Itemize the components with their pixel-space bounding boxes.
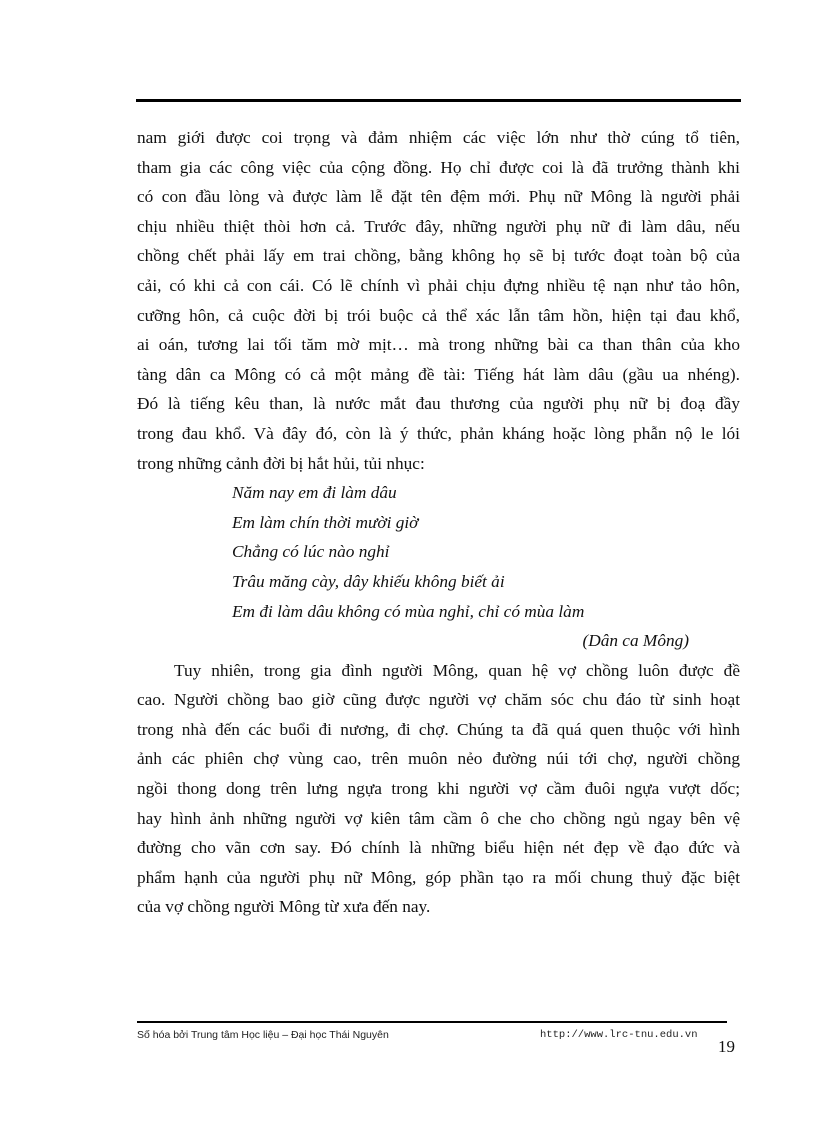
poem-line: Năm nay em đi làm dâu — [232, 483, 397, 503]
page-number: 19 — [718, 1037, 735, 1056]
poem-line: Trâu măng cày, dây khiếu không biết ải — [232, 571, 505, 591]
paragraph-line: ngồi thong dong trên lưng ngựa trong khi người vợ cầm đuôi ngựa vượt dốc; — [137, 779, 740, 799]
body-text — [137, 123, 740, 922]
header-rule — [136, 99, 741, 102]
paragraph-line: nam giới được coi trọng và đảm nhiệm các việc lớn như thờ cúng tổ tiên, — [137, 128, 740, 147]
footer-rule — [137, 1021, 727, 1023]
paragraph-line: tàng dân ca Mông có cả một mảng đề tài: Tiếng hát làm dâu (gầu ua nhéng). — [137, 364, 740, 384]
paragraph-line: đường cho vãn cơn say. Đó chính là những biểu hiện nét đẹp về đạo đức và — [137, 838, 740, 858]
paragraph-line: phẩm hạnh của người phụ nữ Mông, góp phần tạo ra mối chung thuỷ đặc biệt — [137, 867, 740, 887]
paragraph-line: cải, có khi cả con cái. Có lẽ chính vì phải chịu đựng nhiều tệ nạn như tảo hôn, — [137, 275, 740, 295]
paragraph-line: Đó là tiếng kêu than, là nước mắt đau thương của người phụ nữ bị đoạ đầy — [137, 394, 740, 414]
paragraph-line: tham gia các công việc của cộng đồng. Họ chỉ được coi là đã trưởng thành khi — [137, 157, 740, 177]
paragraph-line: chịu nhiều thiệt thòi hơn cả. Trước đây, những người phụ nữ đi làm dâu, nếu — [137, 216, 740, 236]
paragraph-line: cưỡng hôn, cả cuộc đời bị trói buộc cả thể xác lẫn tâm hồn, hiện tại đau khổ, — [137, 305, 740, 325]
paragraph-line: chồng chết phải lấy em trai chồng, bằng không họ sẽ bị tước đoạt toàn bộ của — [137, 246, 740, 266]
footer-url[interactable]: http://www.lrc-tnu.edu.vn — [540, 1029, 698, 1041]
paragraph-line: cao. Người chồng bao giờ cũng được người vợ chăm sóc chu đáo từ sinh hoạt — [137, 690, 740, 710]
poem-attribution: (Dân ca Mông) — [582, 631, 689, 651]
paragraph-line: hay hình ảnh những người vợ kiên tâm cầm ô che cho chồng ngủ ngay bên vệ — [137, 808, 740, 828]
poem-line: Em đi làm dâu không có mùa nghỉ, chỉ có mùa làm — [232, 601, 585, 621]
footer-credit: Số hóa bởi Trung tâm Học liệu – Đại học Thái Nguyên — [137, 1029, 389, 1041]
paragraph-line: trong nhà đến các buổi đi nương, đi chợ. Chúng ta đã quá quen thuộc với hình — [137, 719, 740, 739]
poem-line: Chẳng có lúc nào nghỉ — [232, 542, 390, 562]
paragraph-line: ảnh các phiên chợ vùng cao, trên muôn nẻo đường núi tới chợ, người chồng — [137, 749, 740, 769]
paragraph-line: trong những cảnh đời bị hắt hủi, tủi nhục: — [137, 453, 425, 473]
poem-line: Em làm chín thời mười giờ — [232, 512, 419, 532]
paragraph-line: có con đầu lòng và được làm lễ đặt tên đệm mới. Phụ nữ Mông là người phải — [137, 187, 740, 207]
poem — [137, 478, 740, 626]
paragraph-line: Tuy nhiên, trong gia đình người Mông, quan hệ vợ chồng luôn được đề — [174, 660, 740, 680]
paragraph-line: ai oán, tương lai tối tăm mờ mịt… mà trong những bài ca than thân của kho — [137, 335, 740, 355]
paragraph-line: của vợ chồng người Mông từ xưa đến nay. — [137, 897, 431, 917]
paragraph-line: trong đau khổ. Và đây đó, còn là ý thức, phản kháng hoặc lòng phẫn nộ le lói — [137, 423, 740, 443]
